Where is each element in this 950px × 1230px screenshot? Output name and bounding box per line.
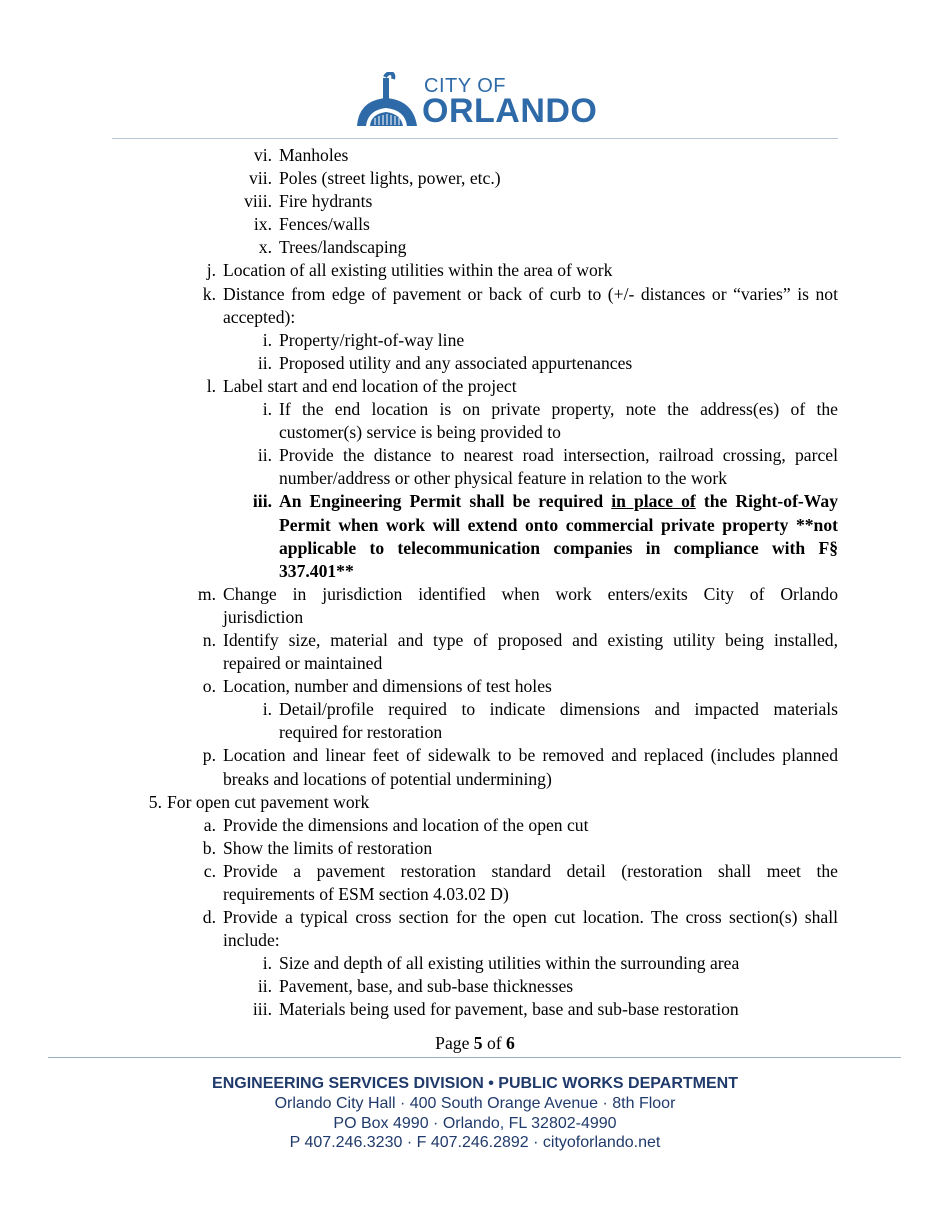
- list-text: Provide the dimensions and location of the open cut: [223, 814, 589, 835]
- underlined-phrase: in place of: [611, 491, 696, 512]
- page-of: of: [482, 1033, 507, 1053]
- list-line: [0, 213, 950, 236]
- list-marker: d.: [202, 907, 216, 928]
- list-line: [0, 952, 950, 975]
- list-marker: j.: [206, 260, 216, 281]
- list-line: [0, 514, 950, 537]
- list-line: [0, 906, 950, 929]
- list-line: [0, 860, 950, 883]
- list-text: Label start and end location of the project: [223, 375, 517, 396]
- footer-divider: [48, 1057, 901, 1058]
- page-current: 5: [473, 1033, 483, 1053]
- list-marker: ii.: [257, 352, 272, 373]
- list-text: 337.401**: [279, 560, 354, 581]
- footer-address-2: PO Box 4990 · Orlando, FL 32802-4990: [333, 1114, 617, 1132]
- list-marker: ix.: [253, 214, 272, 235]
- list-marker: p.: [202, 745, 216, 766]
- logo-text-orlando: ORLANDO: [422, 92, 598, 130]
- list-text: Proposed utility and any associated appurtenances: [279, 352, 633, 373]
- list-line: [0, 883, 950, 906]
- list-marker: m.: [197, 583, 216, 604]
- list-text: Identify size, material and type of proposed and existing utility being installed,: [223, 629, 838, 650]
- list-line: [0, 537, 950, 560]
- list-line: [0, 629, 950, 652]
- list-line: [0, 398, 950, 421]
- text-part: An Engineering Permit shall be required: [279, 491, 612, 512]
- list-text: Provide a typical cross section for the open cut location. The cross section(s) shall: [223, 907, 838, 928]
- list-text: Change in jurisdiction identified when work enters/exits City of Orlando: [223, 583, 838, 604]
- list-text: Property/right-of-way line: [279, 329, 465, 350]
- list-text: Provide the distance to nearest road intersection, railroad crossing, parcel: [279, 445, 838, 466]
- list-line: [0, 352, 950, 375]
- list-text: Size and depth of all existing utilities within the surrounding area: [279, 953, 740, 974]
- list-marker: 5.: [148, 791, 162, 812]
- list-text: required for restoration: [279, 722, 443, 743]
- list-text: Trees/landscaping: [279, 237, 407, 258]
- list-line: [0, 467, 950, 490]
- footer-contact: P 407.246.3230 · F 407.246.2892 · cityoforlando.net: [289, 1134, 661, 1152]
- list-line: [0, 144, 950, 167]
- document-body: [0, 144, 950, 1022]
- list-line: [0, 814, 950, 837]
- list-text: [279, 490, 838, 513]
- list-marker: l.: [206, 375, 216, 396]
- list-line: [0, 560, 950, 583]
- list-line: [0, 791, 950, 814]
- footer-address-1: Orlando City Hall · 400 South Orange Avenue · 8th Floor: [274, 1095, 676, 1112]
- list-marker: i.: [262, 399, 272, 420]
- list-marker: i.: [262, 329, 272, 350]
- list-line: [0, 975, 950, 998]
- list-marker: o.: [202, 676, 216, 697]
- list-text: Fire hydrants: [279, 191, 373, 212]
- list-text: Permit when work will extend onto commercial private property **not: [279, 514, 838, 535]
- list-marker: k.: [202, 283, 216, 304]
- list-text: applicable to telecommunication companies in compliance with F§: [279, 537, 838, 558]
- list-line: [0, 606, 950, 629]
- list-text: If the end location is on private property, note the address(es) of the: [279, 399, 838, 420]
- list-line: [0, 236, 950, 259]
- list-marker: a.: [203, 814, 216, 835]
- list-text: Location, number and dimensions of test holes: [223, 676, 552, 697]
- list-text: Location and linear feet of sidewalk to be removed and replaced (includes planned: [223, 745, 838, 766]
- logo-text-city-of: CITY OF: [424, 75, 507, 97]
- list-text: jurisdiction: [223, 606, 304, 627]
- list-line: [0, 375, 950, 398]
- list-marker: viii.: [244, 191, 272, 212]
- list-line: [0, 652, 950, 675]
- list-text: Location of all existing utilities within the area of work: [223, 260, 613, 281]
- list-text: breaks and locations of potential undermining): [223, 768, 552, 789]
- list-marker: b.: [202, 837, 216, 858]
- list-text: Manholes: [279, 145, 349, 165]
- list-line: [0, 167, 950, 190]
- footer: [0, 1074, 950, 1153]
- list-text: repaired or maintained: [223, 653, 383, 674]
- list-text: requirements of ESM section 4.03.02 D): [223, 884, 509, 904]
- list-text: accepted):: [223, 306, 296, 327]
- list-marker: vii.: [249, 168, 272, 189]
- header-divider: [112, 138, 838, 139]
- list-text: Fences/walls: [279, 214, 370, 235]
- list-line: [0, 698, 950, 721]
- page-number: [0, 1032, 950, 1055]
- list-line: [0, 583, 950, 606]
- list-marker: iii.: [252, 491, 272, 512]
- list-line: [0, 675, 950, 698]
- logo-fountain-icon: [355, 72, 421, 128]
- list-text: For open cut pavement work: [167, 791, 370, 812]
- list-text: number/address or other physical feature in relation to the work: [279, 468, 728, 489]
- city-of-orlando-logo: [355, 72, 600, 130]
- list-line: [0, 490, 950, 513]
- list-marker: n.: [202, 629, 216, 650]
- list-text: include:: [223, 930, 280, 951]
- list-marker: i.: [262, 699, 272, 720]
- list-line: [0, 929, 950, 952]
- list-line: [0, 259, 950, 282]
- footer-title: ENGINEERING SERVICES DIVISION • PUBLIC WORKS DEPARTMENT: [212, 1075, 738, 1092]
- list-line: [0, 444, 950, 467]
- list-text: Materials being used for pavement, base and sub-base restoration: [279, 999, 739, 1020]
- list-line: [0, 998, 950, 1021]
- list-marker: i.: [262, 953, 272, 974]
- list-line: [0, 190, 950, 213]
- list-marker: x.: [258, 237, 272, 258]
- text-part: the Right-of-Way: [695, 491, 838, 512]
- list-marker: vi.: [253, 145, 272, 165]
- page-prefix: Page: [435, 1033, 474, 1053]
- list-marker: ii.: [257, 445, 272, 466]
- list-line: [0, 421, 950, 444]
- list-line: [0, 283, 950, 306]
- list-line: [0, 306, 950, 329]
- list-text: Detail/profile required to indicate dimensions and impacted materials: [279, 699, 838, 720]
- list-line: [0, 721, 950, 744]
- list-line: [0, 744, 950, 767]
- list-text: Provide a pavement restoration standard detail (restoration shall meet the: [223, 860, 838, 881]
- list-text: Distance from edge of pavement or back of curb to (+/- distances or “varies” is not: [223, 283, 838, 304]
- page-total: 6: [506, 1033, 515, 1053]
- list-marker: ii.: [257, 976, 272, 997]
- list-marker: c.: [203, 860, 216, 881]
- list-text: Pavement, base, and sub-base thicknesses: [279, 976, 574, 997]
- list-line: [0, 837, 950, 860]
- list-text: Show the limits of restoration: [223, 837, 433, 858]
- list-marker: iii.: [252, 999, 272, 1020]
- list-text: Poles (street lights, power, etc.): [279, 168, 501, 189]
- list-line: [0, 329, 950, 352]
- list-line: [0, 768, 950, 791]
- list-text: customer(s) service is being provided to: [279, 422, 561, 443]
